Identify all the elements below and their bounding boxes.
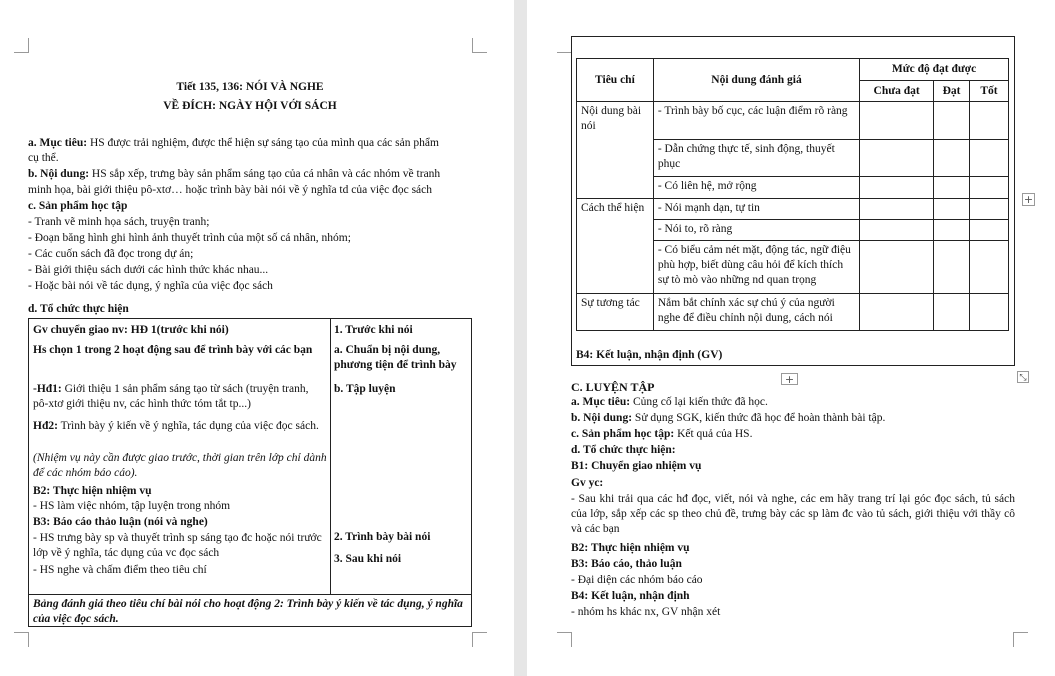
crop-mark — [557, 38, 572, 53]
prepare-content: a. Chuẩn bị nội dung, phương tiện để trình bày — [334, 344, 457, 371]
criteria-item: - Nói mạnh dạn, tự tin — [653, 199, 859, 220]
practice-task: - Sau khi trải qua các hđ đọc, viết, nói và nghe, các em hãy trang trí lại góc đọc sách, tủ sách của lớp, sắp xếp các sp theo chủ đề, trưng bày các sp làm đc vào tủ sách, giới thiệu với thầy cô và các bạn — [571, 493, 1015, 535]
step2-text: - HS làm việc nhóm, tập luyện trong nhóm — [33, 500, 231, 512]
criteria-cell: Sự tương tác — [577, 294, 654, 331]
criteria-item: - Có liên hệ, mở rộng — [653, 177, 859, 199]
conclusion-row: B4: Kết luận, nhận định (GV) — [576, 349, 723, 361]
crop-mark — [1013, 632, 1028, 647]
practice-title: C. LUYỆN TẬP — [571, 380, 655, 394]
criteria-item: Nắm bắt chính xác sự chú ý của người nghe để điều chỉnh nội dung, cách nói — [653, 294, 859, 331]
criteria-header: Tiêu chí — [577, 59, 654, 102]
score-cell[interactable] — [934, 199, 970, 220]
product-item: - Hoặc bài nói về tác dụng, ý nghĩa của việc đọc sách — [28, 280, 273, 292]
activity-2-text: Trình bày ý kiến về ý nghĩa, tác dụng của việc đọc sách. — [57, 420, 319, 432]
activity-1-text: Giới thiệu 1 sản phẩm sáng tạo từ sách (truyện tranh, pô-xtơ giới thiệu nv, các hình thức tóm tắt tp...) — [33, 383, 309, 410]
choose-activity: Hs chọn 1 trong 2 hoạt động sau để trình bày với các bạn — [33, 344, 313, 356]
score-cell[interactable] — [970, 177, 1009, 199]
criteria-item: - Có biểu cảm nét mặt, động tác, ngữ điệu phù hợp, biết dùng câu hỏi để kích thích sự tò mò vào những nd quan trọng — [653, 241, 859, 294]
before-speaking: 1. Trước khi nói — [334, 324, 413, 336]
table-divider — [28, 594, 472, 595]
table-resize-icon[interactable]: ⤡ — [1017, 371, 1029, 383]
score-cell[interactable] — [934, 294, 970, 331]
step2-head: B2: Thực hiện nhiệm vụ — [33, 485, 152, 497]
step4-head: B4: Kết luận, nhận định — [571, 590, 690, 602]
product-item: - Các cuốn sách đã đọc trong dự án; — [28, 248, 194, 260]
goal-text: Củng cố lại kiến thức đã học. — [630, 396, 768, 408]
score-cell[interactable] — [934, 140, 970, 177]
teacher-task-head: Gv chuyển giao nv: HĐ 1(trước khi nói) — [33, 324, 229, 336]
activity-2-label: Hđ2: — [33, 420, 58, 432]
achieved-header: Đạt — [934, 81, 970, 102]
crop-mark — [14, 38, 29, 53]
step3-text: - Đại diện các nhóm báo cáo — [571, 574, 703, 586]
level-header: Mức độ đạt được — [860, 59, 1009, 81]
criteria-item: - Trình bày bố cục, các luận điểm rõ ràng — [653, 102, 859, 140]
goal-label: a. Mục tiêu: — [571, 396, 631, 408]
product-label: c. Sản phẩm học tập: — [571, 428, 675, 440]
activity-1 — [33, 382, 325, 412]
score-cell[interactable] — [860, 294, 934, 331]
page-gutter — [514, 0, 527, 676]
activity-1-label: -Hđ1: — [33, 383, 62, 395]
step4-text: - nhóm hs khác nx, GV nhận xét — [571, 606, 721, 618]
task-note: (Nhiệm vụ này cần được giao trước, thời gian trên lớp chỉ dành để các nhóm báo cáo). — [33, 452, 327, 479]
score-cell[interactable] — [860, 140, 934, 177]
product-item: - Đoạn băng hình ghi hình ảnh thuyết trình của một số cá nhân, nhóm; — [28, 232, 351, 244]
lesson-title: Tiết 135, 136: NÓI VÀ NGHE — [176, 81, 324, 93]
product-line — [571, 427, 752, 442]
score-cell[interactable] — [860, 199, 934, 220]
page-1 — [0, 0, 514, 676]
score-cell[interactable] — [860, 177, 934, 199]
score-cell[interactable] — [970, 102, 1009, 140]
product-text: Kết quả của HS. — [674, 428, 753, 440]
teacher-request: Gv yc: — [571, 477, 604, 489]
crop-mark — [14, 632, 29, 647]
product-label: c. Sản phẩm học tập — [28, 200, 128, 212]
score-cell[interactable] — [860, 241, 934, 294]
step3-text: - HS trưng bày sp và thuyết trình sp sáng tạo đc hoặc nói trước lớp về ý nghĩa, tác dụng của vc đọc sách — [33, 532, 322, 559]
goal-text: HS được trải nghiệm, được thể hiện sự sáng tạo của mình qua các sản phẩm — [87, 137, 439, 149]
add-column-icon[interactable]: + — [1023, 193, 1034, 206]
criteria-item: - Dẫn chứng thực tế, sinh động, thuyết phục — [653, 140, 859, 177]
score-cell[interactable] — [860, 102, 934, 140]
table-divider — [330, 318, 331, 595]
content-line — [571, 411, 885, 426]
activity-2 — [33, 419, 325, 434]
organize-label: d. Tổ chức thực hiện — [28, 303, 129, 315]
criteria-cell: Cách thể hiện — [577, 199, 654, 294]
goal-text-cont: cụ thể. — [28, 152, 59, 164]
score-cell[interactable] — [970, 241, 1009, 294]
criteria-item: - Nói to, rõ ràng — [653, 220, 859, 241]
step2-head: B2: Thực hiện nhiệm vụ — [571, 542, 690, 554]
score-cell[interactable] — [934, 177, 970, 199]
step3-text-2: - HS nghe và chấm điểm theo tiêu chí — [33, 564, 207, 576]
score-cell[interactable] — [970, 294, 1009, 331]
table-footer-note: Bảng đánh giá theo tiêu chí bài nói cho hoạt động 2: Trình bày ý kiến về tác dụng, ý nghĩa của việc đọc sách. — [33, 598, 463, 625]
page-2 — [527, 0, 1055, 676]
content-text: HS sắp xếp, trưng bày sản phẩm sáng tạo của cá nhân và các nhóm về tranh — [89, 168, 441, 180]
step1-head: B1: Chuyển giao nhiệm vụ — [571, 460, 702, 472]
step3-head: B3: Báo cáo, thảo luận — [571, 558, 682, 570]
lesson-subtitle: VỀ ĐÍCH: NGÀY HỘI VỚI SÁCH — [163, 100, 337, 112]
crop-mark — [472, 38, 487, 53]
score-cell[interactable] — [970, 199, 1009, 220]
content-text-cont: minh họa, bài giới thiệu pô-xtơ… hoặc trình bày bài nói về ý nghĩa td của việc đọc sách — [28, 184, 433, 196]
product-item: - Tranh vẽ minh họa sách, truyện tranh; — [28, 216, 210, 228]
crop-mark — [472, 632, 487, 647]
after-speaking: 3. Sau khi nói — [334, 553, 402, 565]
score-cell[interactable] — [970, 140, 1009, 177]
content-header: Nội dung đánh giá — [653, 59, 859, 102]
product-item: - Bài giới thiệu sách dưới các hình thức khác nhau... — [28, 264, 269, 276]
criteria-cell: Nội dung bài nói — [577, 102, 654, 199]
not-achieved-header: Chưa đạt — [860, 81, 934, 102]
goal-line — [28, 136, 439, 151]
content-label: b. Nội dung: — [28, 168, 90, 180]
organize-label: d. Tổ chức thực hiện: — [571, 444, 676, 456]
score-cell[interactable] — [934, 220, 970, 241]
content-text: Sử dụng SGK, kiến thức đã học để hoàn thành bài tập. — [632, 412, 886, 424]
score-cell[interactable] — [934, 241, 970, 294]
add-row-icon[interactable]: + — [781, 373, 798, 385]
present-speech: 2. Trình bày bài nói — [334, 531, 431, 543]
practice: b. Tập luyện — [334, 383, 396, 395]
evaluation-table — [576, 58, 1009, 331]
good-header: Tốt — [970, 81, 1009, 102]
step3-head: B3: Báo cáo thảo luận (nói và nghe) — [33, 516, 208, 528]
goal-line — [571, 395, 768, 410]
score-cell[interactable] — [860, 220, 934, 241]
crop-mark — [557, 632, 572, 647]
content-line — [28, 167, 440, 182]
goal-label: a. Mục tiêu: — [28, 137, 88, 149]
content-label: b. Nội dung: — [571, 412, 633, 424]
score-cell[interactable] — [970, 220, 1009, 241]
score-cell[interactable] — [934, 102, 970, 140]
